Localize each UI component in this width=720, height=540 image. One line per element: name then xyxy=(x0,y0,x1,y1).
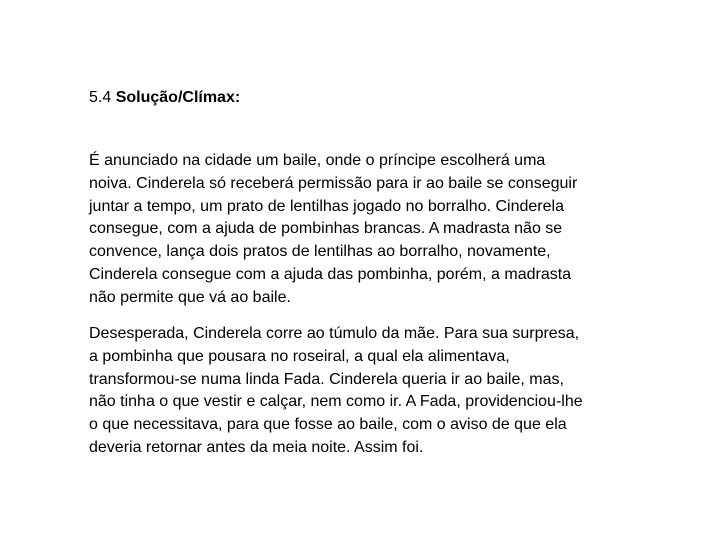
paragraph-line: transformou-se numa linda Fada. Cinderela queria ir ao baile, mas, xyxy=(89,370,564,388)
paragraph-line: É anunciado na cidade um baile, onde o príncipe escolherá uma xyxy=(89,152,546,169)
paragraph-line: não permite que vá ao baile. xyxy=(89,288,291,306)
section-title: Solução/Clímax: xyxy=(115,89,241,106)
section-heading xyxy=(89,88,240,108)
paragraph-line: a pombinha que pousara no roseiral, a qual ela alimentava, xyxy=(89,347,510,365)
paragraph-line: deveria retornar antes da meia noite. Assim foi. xyxy=(89,438,424,456)
paragraph-line: convence, lança dois pratos de lentilhas ao borralho, novamente, xyxy=(89,243,551,261)
paragraph-2 xyxy=(89,323,669,460)
section-number: 5.4 xyxy=(89,89,112,106)
paragraph-line: noiva. Cinderela só receberá permissão para ir ao baile se conseguir xyxy=(89,174,578,192)
paragraph-line: Cinderela consegue com a ajuda das pombinha, porém, a madrasta xyxy=(89,265,572,283)
paragraph-line: Desesperada, Cinderela corre ao túmulo da mãe. Para sua surpresa, xyxy=(89,325,580,342)
paragraph-line: consegue, com a ajuda de pombinhas brancas. A madrasta não se xyxy=(89,220,563,238)
paragraph-line: não tinha o que vestir e calçar, nem como ir. A Fada, providenciou-lhe xyxy=(89,393,583,411)
paragraph-line: juntar a tempo, um prato de lentilhas jogado no borralho. Cinderela xyxy=(89,197,564,215)
paragraph-line: o que necessitava, para que fosse ao baile, com o aviso de que ela xyxy=(89,416,567,434)
paragraph-1 xyxy=(89,150,669,310)
